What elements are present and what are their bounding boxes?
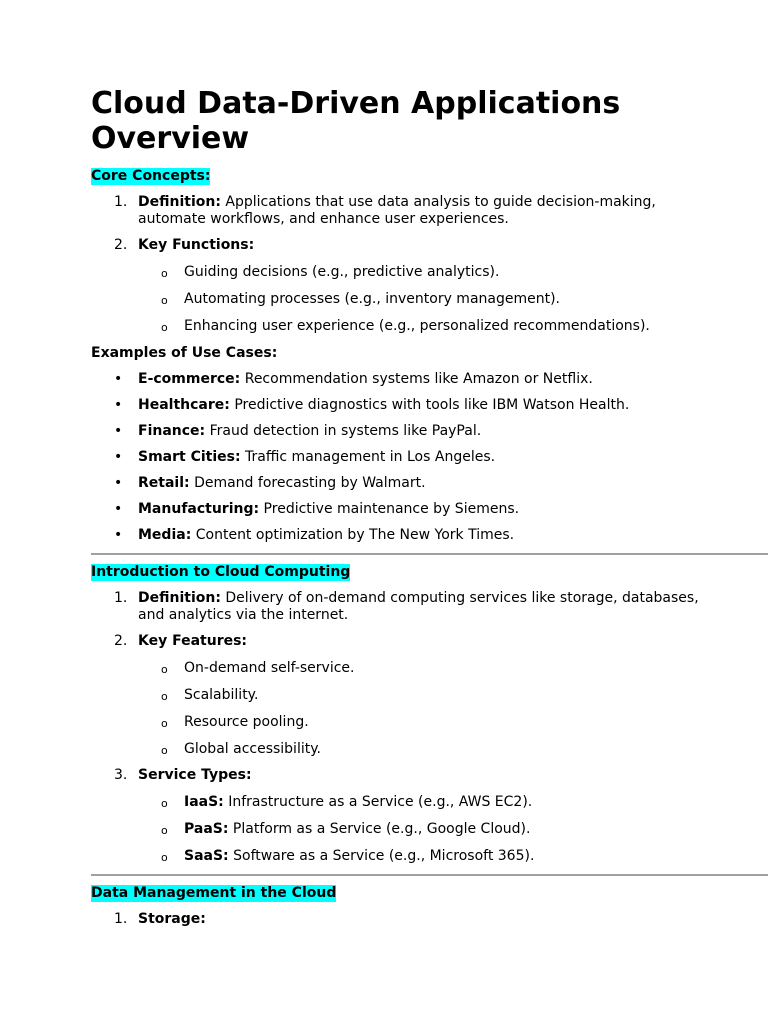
item-text: Guiding decisions (e.g., predictive analytics). [184,264,500,280]
circle-bullet-icon: o [161,321,168,334]
item-text: Automating processes (e.g., inventory management). [184,291,561,307]
item-label: SaaS: [184,848,229,864]
key-functions-list [138,264,713,335]
item-label: Storage: [138,911,206,927]
item-label: Healthcare: [138,397,230,413]
list-number: 1. [114,194,128,210]
circle-bullet-icon: o [161,824,168,837]
item-label: Definition: [138,590,221,606]
item-text: Predictive diagnostics with tools like IBM Watson Health. [229,397,630,413]
list-number: 1. [114,590,128,606]
item-label: Manufacturing: [138,501,260,517]
list-item [91,633,713,758]
cloud-computing-list [91,590,768,865]
list-item [91,767,713,865]
item-label: Key Features: [138,633,248,649]
item-text: Fraud detection in systems like PayPal. [205,423,482,439]
circle-bullet-icon: o [161,294,168,307]
item-text: Traffic management in Los Angeles. [240,449,496,465]
item-text: Demand forecasting by Walmart. [189,475,426,491]
item-label: Media: [138,527,192,543]
item-label: Service Types: [138,767,252,783]
list-item [138,794,713,811]
list-item [91,475,768,492]
data-management-list [91,911,768,928]
examples-section [91,345,768,362]
data-management-section [91,885,768,902]
bullet-icon: • [114,475,123,491]
list-item [138,264,713,281]
item-label: E-commerce: [138,371,241,387]
cloud-computing-heading: Introduction to Cloud Computing [91,564,351,580]
list-item [138,291,713,308]
item-text: Software as a Service (e.g., Microsoft 365). [228,848,535,864]
circle-bullet-icon: o [161,690,168,703]
list-item [138,318,713,335]
section-divider [91,553,768,555]
circle-bullet-icon: o [161,851,168,864]
item-text: Platform as a Service (e.g., Google Cloud). [228,821,531,837]
list-item [91,527,768,544]
bullet-icon: • [114,449,123,465]
list-number: 3. [114,767,128,783]
item-label: Smart Cities: [138,449,241,465]
item-text: Infrastructure as a Service (e.g., AWS EC2). [223,794,533,810]
service-types-list [138,794,713,865]
item-label: Key Functions: [138,237,255,253]
item-label: Definition: [138,194,221,210]
examples-list [91,371,768,544]
item-text: On-demand self-service. [184,660,355,676]
item-text: Delivery of on-demand computing services like storage, databases, and analytics via the internet. [138,590,699,623]
list-item [91,501,768,518]
item-text: Scalability. [184,687,259,703]
item-label: Finance: [138,423,206,439]
list-item [91,449,768,466]
item-text: Content optimization by The New York Times. [191,527,515,543]
list-item [138,821,713,838]
list-item [138,687,713,704]
list-item [91,237,713,335]
key-features-list [138,660,713,758]
list-item [91,911,713,928]
list-item [138,714,713,731]
item-label: Retail: [138,475,190,491]
item-label: IaaS: [184,794,224,810]
list-item [138,741,713,758]
core-concepts-list [91,194,768,335]
examples-heading: Examples of Use Cases: [91,345,278,361]
list-item [91,371,768,388]
cloud-computing-section [91,564,768,581]
list-number: 2. [114,237,128,253]
list-item [91,397,768,414]
item-text: Global accessibility. [184,741,321,757]
list-number: 1. [114,911,128,927]
item-text: Predictive maintenance by Siemens. [259,501,520,517]
item-text: Applications that use data analysis to guide decision-making, automate workflows, and enhance user experiences. [138,194,656,227]
circle-bullet-icon: o [161,663,168,676]
circle-bullet-icon: o [161,744,168,757]
list-item [91,590,713,624]
list-item [138,660,713,677]
item-label: PaaS: [184,821,229,837]
list-item [91,194,713,228]
section-divider [91,874,768,876]
bullet-icon: • [114,397,123,413]
core-concepts-heading: Core Concepts: [91,168,211,184]
list-item [138,848,713,865]
data-management-heading: Data Management in the Cloud [91,885,337,901]
circle-bullet-icon: o [161,797,168,810]
bullet-icon: • [114,423,123,439]
core-concepts-section [91,168,768,185]
circle-bullet-icon: o [161,267,168,280]
circle-bullet-icon: o [161,717,168,730]
bullet-icon: • [114,501,123,517]
bullet-icon: • [114,527,123,543]
item-text: Recommendation systems like Amazon or Netflix. [240,371,593,387]
bullet-icon: • [114,371,123,387]
list-number: 2. [114,633,128,649]
document-title: Cloud Data-Driven Applications Overview [91,86,621,156]
list-item [91,423,768,440]
item-text: Resource pooling. [184,714,309,730]
item-text: Enhancing user experience (e.g., personalized recommendations). [184,318,650,334]
